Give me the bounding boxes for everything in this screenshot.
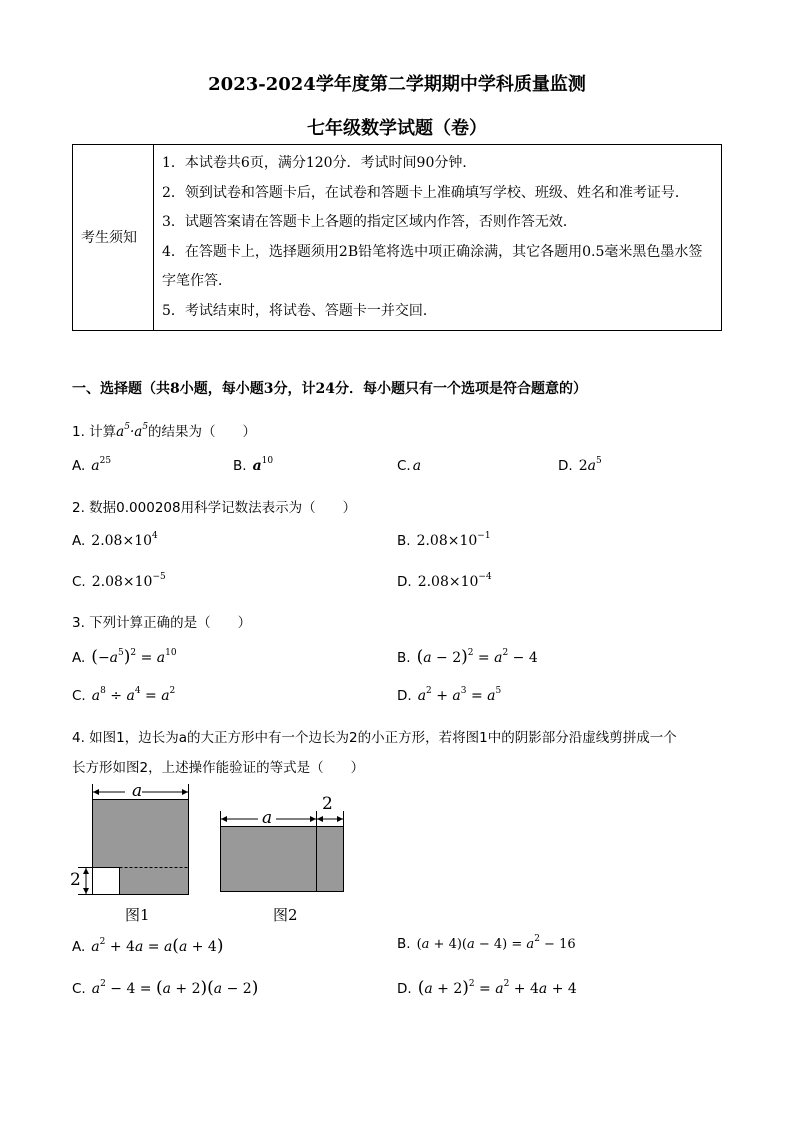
- figure-1-caption: 图1: [125, 906, 150, 924]
- q1-option-b[interactable]: B. $a^{10}$: [233, 456, 274, 474]
- notice-item: 4．在答题卡上，选择题须用2B铅笔将选中项正确涂满，其它各题用0.5毫米黑色墨水签字笔作答．: [162, 243, 703, 289]
- q4-option-a[interactable]: A. $a^2 + 4a = a(a + 4)$: [72, 936, 224, 956]
- q2-option-b[interactable]: B. $2.08\times 10^{-1}$: [397, 531, 491, 549]
- q3-option-a[interactable]: A. $(-a^5)^2 = a^{10}$: [72, 647, 177, 667]
- question-1-stem: [72, 420, 256, 440]
- fig2-arrow-left: [221, 816, 227, 822]
- fig2-arrow-right: [337, 816, 343, 822]
- question-4-stem-line1: 4. 如图1，边长为a的大正方形中有一个边长为2的小正方形，若将图1中的阴影部分沿虚线剪拼成一个: [72, 730, 677, 746]
- question-2-stem: 2. 数据0.000208用科学记数法表示为（ ）: [72, 500, 357, 516]
- figure-2: [210, 795, 355, 900]
- exam-title: 2023-2024学年度第二学期期中学科质量监测: [208, 74, 586, 95]
- question-1-stem-pre: 1. 计算: [72, 424, 117, 440]
- exam-subtitle: 七年级数学试题（卷）: [307, 118, 487, 139]
- fig2-rect-a: [221, 827, 317, 892]
- fig1-arrow-left: [93, 789, 99, 795]
- fig2-arrow-mid2: [317, 816, 323, 822]
- q1-option-a[interactable]: A. $a^{25}$: [72, 456, 112, 474]
- q3-option-b[interactable]: B. $(a - 2)^2 = a^2 - 4$: [397, 647, 538, 667]
- question-1-stem-post: 的结果为（ ）: [148, 424, 257, 440]
- fig2-dim-a-label: a: [262, 808, 273, 828]
- question-1-expression: $a^5\cdot a^5$: [116, 422, 149, 440]
- figure-2-caption: 图2: [273, 906, 298, 924]
- fig1-small-square: [93, 868, 120, 895]
- question-4-stem-line2: 长方形如图2，上述操作能验证的等式是（ ）: [72, 760, 365, 776]
- fig2-arrow-mid: [310, 816, 316, 822]
- fig2-dim-2-label: 2: [322, 794, 333, 814]
- notice-item: 1．本试卷共6页，满分120分．考试时间90分钟．: [162, 155, 477, 171]
- q4-option-c[interactable]: C. $a^2 - 4 = (a + 2)(a - 2)$: [72, 978, 259, 998]
- q4-option-d[interactable]: D. $(a + 2)^2 = a^2 + 4a + 4$: [397, 978, 577, 998]
- fig1-dim-a-label: a: [132, 781, 143, 801]
- fig1-arrow-up: [83, 868, 89, 874]
- q2-option-d[interactable]: D. $2.08\times 10^{-4}$: [397, 572, 492, 590]
- fig1-arrow-down: [83, 888, 89, 894]
- question-3-stem: 3. 下列计算正确的是（ ）: [72, 615, 252, 631]
- notice-item: 2．领到试卷和答题卡后，在试卷和答题卡上准确填写学校、班级、姓名和准考证号．: [162, 184, 689, 201]
- section-heading: 一、选择题（共8小题，每小题3分，计24分．每小题只有一个选项是符合题意的）: [72, 381, 587, 397]
- notice-body: [154, 145, 722, 331]
- q1-option-d[interactable]: D. $2a^5$: [558, 456, 602, 474]
- figure-1: [60, 782, 200, 902]
- q1-option-c[interactable]: C. a: [397, 458, 422, 474]
- q4-option-b[interactable]: B. $(a + 4)(a - 4) = a^2 - 16$: [397, 934, 576, 952]
- q2-option-a[interactable]: A. $2.08\times 10^4$: [72, 531, 158, 549]
- notice-table: [72, 144, 722, 331]
- notice-label: 考生须知: [73, 145, 154, 331]
- q3-option-d[interactable]: D. $a^2 + a^3 = a^5$: [397, 686, 502, 704]
- notice-item: 3．试题答案请在答题卡上各题的指定区域内作答，否则作答无效．: [162, 214, 577, 230]
- q3-option-c[interactable]: C. $a^8 \div a^4 = a^2$: [72, 686, 176, 704]
- fig2-rect-2: [317, 827, 344, 892]
- fig1-dim-2-label: 2: [70, 870, 81, 890]
- notice-item: 5．考试结束时，将试卷、答题卡一并交回．: [162, 302, 437, 319]
- q2-option-c[interactable]: C. $2.08\times 10^{-5}$: [72, 572, 166, 590]
- fig1-arrow-right: [182, 789, 188, 795]
